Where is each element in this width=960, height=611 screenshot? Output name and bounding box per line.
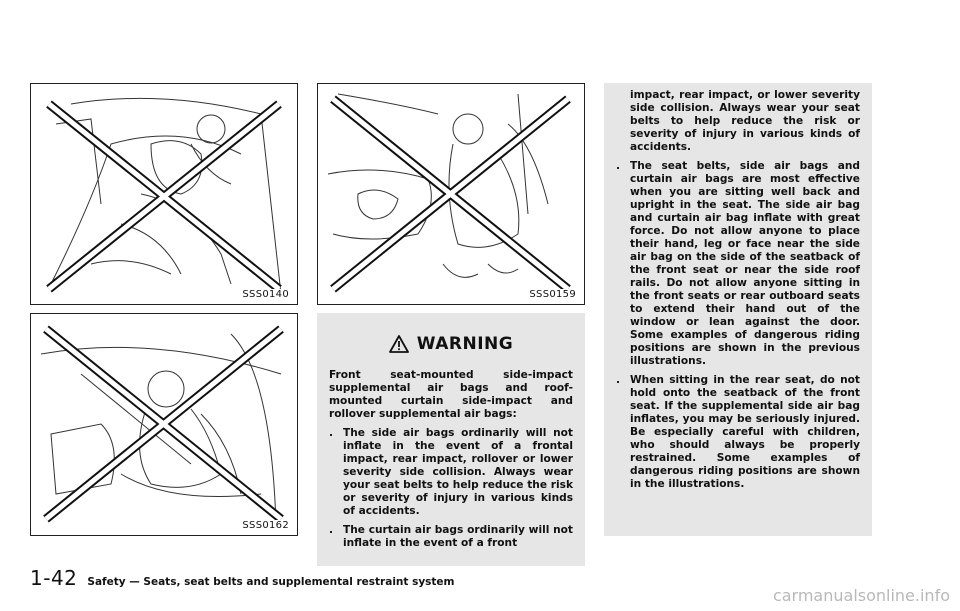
page-footer xyxy=(30,566,455,596)
warning-triangle-icon xyxy=(389,335,409,353)
warning-list-continued xyxy=(616,160,860,491)
figure-code: SSS0162 xyxy=(242,520,289,531)
watermark: carmanualsonline.info xyxy=(772,586,950,605)
warning-intro: Front seat-mounted side-impact supplemental air bags and roof-mounted curtain side-impact and rollover supplemental air bags: xyxy=(329,369,573,420)
illustration-drawing xyxy=(318,84,584,304)
list-item: . The side air bags ordinarily will not inflate in the event of a frontal impact, rear impact, rollover or lower severity side collision. Always wear your seat belts to help reduce the risk or severity of injury in various kinds of accidents. xyxy=(329,427,573,517)
continuation-text: impact, rear impact, or lower severity side collision. Always wear your seat belts to help reduce the risk or severity of injury in various kinds of accidents. xyxy=(630,89,860,153)
figure-code: SSS0159 xyxy=(529,289,576,300)
page-number: 1-42 xyxy=(30,566,78,590)
list-item: . The curtain air bags ordinarily will not inflate in the event of a front xyxy=(329,524,573,549)
warning-list xyxy=(329,427,573,550)
illustration-drawing xyxy=(31,84,297,304)
section-title: Safety — Seats, seat belts and supplemental restraint system xyxy=(87,576,455,588)
warning-heading xyxy=(329,319,573,369)
illustration-child-sleeping-on-door xyxy=(30,313,298,536)
illustration-drawing xyxy=(31,314,297,535)
warning-box xyxy=(317,313,585,566)
warning-title: WARNING xyxy=(416,334,514,354)
figure-code: SSS0140 xyxy=(242,289,289,300)
illustration-front-seat-leaning-forward xyxy=(317,83,585,305)
warning-continuation xyxy=(604,83,872,536)
list-item: . The seat belts, side air bags and curtain air bags are most effective when you are sitting well back and upright in the seat. The side air bag and curtain air bag inflate with great force. Do not allow anyone to place their hand, leg or face near the side air bag on the side of the seatback of the front seat or near the side roof rails. Do not allow anyone sitting in the front seats or rear outboard seats to extend their hand out of the window or lean against the door. Some examples of dangerous riding positions are shown in the previous illustrations. xyxy=(616,160,860,367)
illustration-rear-seat-leaning xyxy=(30,83,298,305)
list-item: . When sitting in the rear seat, do not hold onto the seatback of the front seat. If the supplemental side air bag inflates, you may be seriously injured. Be especially careful with children, who should always be properly restrained. Some examples of dangerous riding positions are shown in the illustrations. xyxy=(616,374,860,490)
